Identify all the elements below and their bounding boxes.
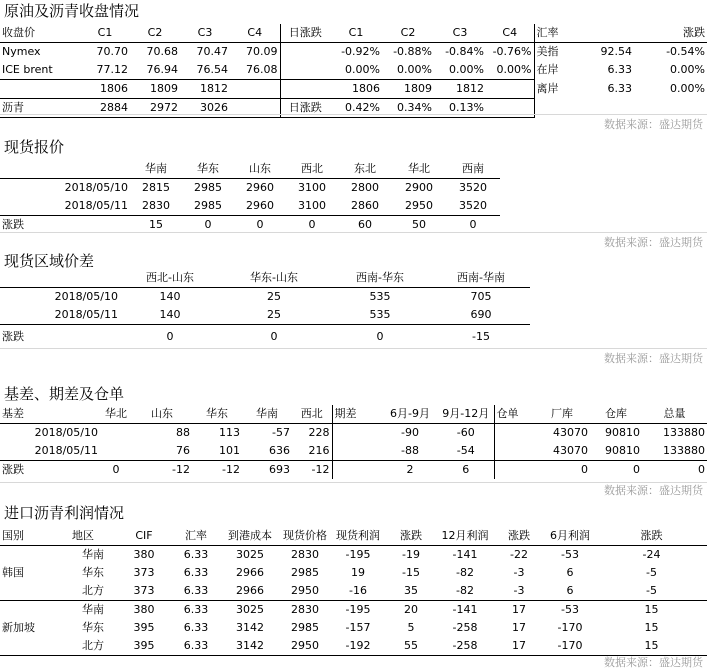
column-header: 华北 xyxy=(392,160,446,179)
table-cell: 76.94 xyxy=(130,61,180,80)
table-cell: 0.34% xyxy=(382,99,434,118)
table-cell: 19 xyxy=(351,566,365,579)
table-cell: 2 xyxy=(406,463,414,476)
column-header: 9月-12月 xyxy=(438,405,494,424)
section-title-region-spread: 现货区域价差 xyxy=(4,252,95,270)
column-header: 华东 xyxy=(192,405,242,424)
table-cell: -88 xyxy=(382,442,438,461)
table-row xyxy=(0,288,530,307)
table-cell: 76.08 xyxy=(230,61,280,80)
table-cell: 美指 xyxy=(534,43,584,62)
table-cell: 373 xyxy=(133,566,155,579)
table-cell: -3 xyxy=(513,566,525,579)
table-cell: 6.33 xyxy=(172,582,220,601)
row-label: 2018/05/10 xyxy=(64,181,128,194)
column-header xyxy=(584,24,634,43)
column-header: 西南-华南 xyxy=(432,269,530,288)
table-cell: 0 xyxy=(112,463,120,476)
row-label: ICE brent xyxy=(0,61,80,80)
column-header xyxy=(0,160,130,179)
table-row xyxy=(0,461,707,480)
table-cell: 1809 xyxy=(382,80,434,99)
table-cell: -192 xyxy=(330,637,386,656)
table-cell: 2950 xyxy=(392,197,446,216)
row-label: 2018/05/10 xyxy=(54,290,118,303)
row-label: 2018/05/11 xyxy=(0,442,100,461)
table-cell: 2830 xyxy=(130,197,182,216)
row-label: 2018/05/11 xyxy=(0,306,120,325)
region-label: 北方 xyxy=(70,582,116,601)
table-cell: 0 xyxy=(633,463,640,476)
section-title-basis-spread-warrant: 基差、期差及仓单 xyxy=(4,385,125,403)
table-cell: 140 xyxy=(159,290,181,303)
table-cell: -0.88% xyxy=(393,45,432,58)
table-cell: 15 xyxy=(149,218,163,231)
table-cell: -0.84% xyxy=(445,45,484,58)
table-cell: 693 xyxy=(269,463,290,476)
table-cell: -3 xyxy=(494,582,544,601)
table-cell xyxy=(332,442,382,461)
table-cell xyxy=(280,80,330,99)
table-cell: 535 xyxy=(328,306,432,325)
table-cell: 3100 xyxy=(298,181,326,194)
table-cell: -12 xyxy=(222,463,240,476)
table-row xyxy=(0,601,707,620)
table-cell: 2950 xyxy=(280,637,330,656)
table-cell: -5 xyxy=(646,566,657,579)
table-cell: 50 xyxy=(412,218,426,231)
table-cell: 2830 xyxy=(291,548,319,561)
import-profit-table xyxy=(0,527,707,656)
column-header: C3 xyxy=(180,24,230,43)
data-source: 数据来源：盛达期货 xyxy=(604,656,703,669)
table-cell: 90810 xyxy=(605,426,640,439)
column-header: 仓库 xyxy=(590,405,642,424)
column-header: 12月利润 xyxy=(436,527,494,546)
column-header: C1 xyxy=(330,24,382,43)
table-cell: -24 xyxy=(642,548,661,561)
table-cell: 90810 xyxy=(590,442,642,461)
column-header: C1 xyxy=(80,24,130,43)
table-cell: 6.33 xyxy=(183,603,209,616)
table-cell: 43070 xyxy=(553,426,588,439)
table-cell: 25 xyxy=(267,290,281,303)
table-cell: 43070 xyxy=(534,442,590,461)
table-row xyxy=(0,61,707,80)
table-cell: 20 xyxy=(404,603,418,616)
section-title-import-profit: 进口沥青利润情况 xyxy=(4,504,125,522)
table-header-row xyxy=(0,269,530,288)
table-cell: 0.00% xyxy=(434,61,486,80)
table-cell: 55 xyxy=(386,637,436,656)
table-cell: 2800 xyxy=(351,181,379,194)
column-header: 总量 xyxy=(642,405,707,424)
table-cell: 3142 xyxy=(220,637,280,656)
table-row xyxy=(0,306,530,325)
table-cell: 0.00% xyxy=(382,61,434,80)
table-cell: 0.00% xyxy=(670,82,705,95)
table-cell: 15 xyxy=(596,637,707,656)
table-cell: 101 xyxy=(192,442,242,461)
column-header: 山东 xyxy=(132,405,192,424)
table-cell: -54 xyxy=(438,442,494,461)
table-cell: 1812 xyxy=(180,80,230,99)
table-cell: 3025 xyxy=(236,603,264,616)
table-cell: 6.33 xyxy=(183,566,209,579)
table-cell: -157 xyxy=(345,621,371,634)
column-header: 汇率 xyxy=(534,24,584,43)
column-header: 华东-山东 xyxy=(220,269,328,288)
row-label: 涨跌 xyxy=(2,463,24,476)
column-header: 涨跌 xyxy=(494,527,544,546)
column-header: 西北 xyxy=(292,405,332,424)
table-cell: 2985 xyxy=(291,566,319,579)
column-header: 华东 xyxy=(182,160,234,179)
table-cell: 0 xyxy=(698,463,705,476)
column-header: 华南 xyxy=(130,160,182,179)
region-label: 华南 xyxy=(82,548,104,561)
table-cell: -60 xyxy=(456,426,475,439)
table-cell: 25 xyxy=(220,306,328,325)
table-cell: 70.47 xyxy=(196,45,228,58)
table-cell: 3100 xyxy=(286,197,338,216)
table-cell: 88 xyxy=(176,426,190,439)
table-cell: 76.54 xyxy=(180,61,230,80)
column-header: 华南 xyxy=(242,405,292,424)
row-label: 沥青 xyxy=(0,99,80,118)
table-cell: 6.33 xyxy=(172,637,220,656)
table-cell: 395 xyxy=(116,637,172,656)
table-cell: 133880 xyxy=(663,426,705,439)
column-header: 仓单 xyxy=(494,405,534,424)
table-cell: 2900 xyxy=(405,181,433,194)
table-cell: 0.00% xyxy=(486,61,534,80)
table-cell: 3142 xyxy=(236,621,264,634)
table-cell: 1812 xyxy=(434,80,486,99)
table-row xyxy=(0,325,530,350)
table-row xyxy=(0,442,707,461)
column-header: 东北 xyxy=(338,160,392,179)
table-cell: -57 xyxy=(272,426,290,439)
region-label: 北方 xyxy=(70,637,116,656)
region-spread-table xyxy=(0,269,530,349)
table-cell: -0.76% xyxy=(492,45,532,58)
table-cell: 6.33 xyxy=(183,548,209,561)
table-cell xyxy=(494,461,534,480)
column-header: C2 xyxy=(382,24,434,43)
table-cell: 2884 xyxy=(80,99,130,118)
column-header: 西南-华东 xyxy=(328,269,432,288)
table-cell: 3520 xyxy=(446,197,500,216)
table-cell: 70.70 xyxy=(96,45,128,58)
table-cell: 636 xyxy=(242,442,292,461)
table-cell: 6.33 xyxy=(183,621,209,634)
region-label: 华东 xyxy=(82,621,104,634)
table-cell: 113 xyxy=(219,426,240,439)
table-cell: -141 xyxy=(452,548,478,561)
table-cell: -90 xyxy=(401,426,419,439)
column-header xyxy=(0,269,120,288)
table-cell: 6 xyxy=(566,566,574,579)
section-title-spot-quote: 现货报价 xyxy=(4,138,65,156)
table-row xyxy=(0,43,707,62)
table-cell: -12 xyxy=(311,463,330,476)
row-label: 2018/05/10 xyxy=(34,426,98,439)
table-cell: 2966 xyxy=(236,566,264,579)
table-cell: -22 xyxy=(510,548,528,561)
table-cell: -53 xyxy=(561,603,579,616)
table-cell: 92.54 xyxy=(600,45,632,58)
table-cell: 2966 xyxy=(220,582,280,601)
column-header: 现货利润 xyxy=(330,527,386,546)
table-cell: 373 xyxy=(116,582,172,601)
table-cell: 140 xyxy=(120,306,220,325)
table-row xyxy=(0,424,707,443)
table-cell: -53 xyxy=(561,548,579,561)
spot-quote-table xyxy=(0,160,500,234)
table-cell xyxy=(486,80,534,99)
row-label: Nymex xyxy=(2,45,41,58)
column-header: 西南 xyxy=(446,160,500,179)
table-cell: 2960 xyxy=(234,197,286,216)
country-label: 新加坡 xyxy=(0,601,70,656)
column-header: 6月利润 xyxy=(544,527,596,546)
table-cell xyxy=(332,424,382,443)
table-cell: 0 xyxy=(376,330,384,343)
table-cell: 228 xyxy=(308,426,330,439)
table-cell: 690 xyxy=(432,306,530,325)
column-header: 西北-山东 xyxy=(120,269,220,288)
table-cell: 3026 xyxy=(180,99,230,118)
table-row xyxy=(0,619,707,637)
column-header: 收盘价 xyxy=(0,24,80,43)
table-cell: 15 xyxy=(644,621,659,634)
data-source: 数据来源：盛达期货 xyxy=(604,118,703,131)
table-cell: 705 xyxy=(470,290,492,303)
table-cell: 60 xyxy=(358,218,372,231)
column-header: 6月-9月 xyxy=(382,405,438,424)
table-cell: 0.00% xyxy=(670,63,705,77)
table-cell: 35 xyxy=(386,582,436,601)
table-cell: -0.54% xyxy=(666,45,705,58)
table-cell: 0 xyxy=(256,218,264,231)
crude-asphalt-close-table xyxy=(0,24,707,118)
table-row xyxy=(0,546,707,565)
table-cell: -170 xyxy=(544,637,596,656)
table-cell: 0 xyxy=(204,218,212,231)
table-cell: 0 xyxy=(270,330,278,343)
table-cell: -0.92% xyxy=(341,45,380,58)
column-header: 汇率 xyxy=(172,527,220,546)
table-cell: -195 xyxy=(345,548,371,561)
table-row xyxy=(0,582,707,601)
column-header: 到港成本 xyxy=(220,527,280,546)
table-cell: -16 xyxy=(330,582,386,601)
table-cell: 1809 xyxy=(130,80,180,99)
table-cell: 2860 xyxy=(338,197,392,216)
table-cell: -258 xyxy=(452,621,478,634)
table-cell xyxy=(494,424,534,443)
table-cell: 17 xyxy=(494,637,544,656)
table-cell xyxy=(100,424,132,443)
table-cell: 0 xyxy=(469,218,477,231)
table-header-row xyxy=(0,24,707,43)
table-row xyxy=(0,637,707,656)
table-row xyxy=(0,179,500,198)
column-header: 涨跌 xyxy=(634,24,707,43)
table-row xyxy=(0,80,707,99)
table-cell: 17 xyxy=(512,621,526,634)
table-cell: 76 xyxy=(132,442,192,461)
table-cell xyxy=(280,43,330,62)
table-cell: 17 xyxy=(512,603,526,616)
table-cell: 0 xyxy=(581,463,588,476)
data-source: 数据来源：盛达期货 xyxy=(604,484,703,497)
table-cell: -82 xyxy=(436,582,494,601)
country-label: 韩国 xyxy=(0,546,70,601)
column-header: 地区 xyxy=(70,527,116,546)
table-header-row xyxy=(0,405,707,424)
table-cell: -15 xyxy=(402,566,420,579)
basis-spread-warrant-table xyxy=(0,405,707,479)
region-label: 华东 xyxy=(82,566,104,579)
table-cell: 2985 xyxy=(182,197,234,216)
table-cell xyxy=(494,442,534,461)
table-cell: 0 xyxy=(308,218,316,231)
table-cell xyxy=(280,61,330,80)
table-cell: 0.13% xyxy=(434,99,486,118)
table-cell: 395 xyxy=(133,621,155,634)
table-cell: -141 xyxy=(452,603,478,616)
table-cell xyxy=(100,442,132,461)
table-cell: -170 xyxy=(557,621,583,634)
column-header: C3 xyxy=(434,24,486,43)
table-cell: 216 xyxy=(292,442,332,461)
table-cell: -82 xyxy=(456,566,474,579)
table-cell: 6 xyxy=(462,463,470,476)
column-header: 涨跌 xyxy=(386,527,436,546)
table-cell: -15 xyxy=(472,330,490,343)
column-header: 厂库 xyxy=(534,405,590,424)
table-cell: -19 xyxy=(402,548,420,561)
table-cell: 在岸 xyxy=(534,61,584,80)
table-row xyxy=(0,564,707,582)
table-cell: -258 xyxy=(436,637,494,656)
table-cell: 70.68 xyxy=(146,45,178,58)
column-header: 华北 xyxy=(100,405,132,424)
table-cell: 77.12 xyxy=(80,61,130,80)
table-cell: 2830 xyxy=(291,603,319,616)
table-cell: 2985 xyxy=(194,181,222,194)
row-label: 涨跌 xyxy=(2,218,24,231)
row-label: 2018/05/11 xyxy=(0,197,130,216)
column-header: 西北 xyxy=(286,160,338,179)
row-label xyxy=(0,80,80,99)
table-cell: 3025 xyxy=(236,548,264,561)
table-cell: 2950 xyxy=(280,582,330,601)
column-header: 日涨跌 xyxy=(280,24,330,43)
table-cell: 5 xyxy=(407,621,415,634)
table-cell: -195 xyxy=(345,603,371,616)
data-source: 数据来源：盛达期货 xyxy=(604,236,703,249)
table-cell: 133880 xyxy=(642,442,707,461)
column-header: C4 xyxy=(486,24,534,43)
column-header: 国别 xyxy=(0,527,70,546)
column-header: 山东 xyxy=(234,160,286,179)
table-cell: 380 xyxy=(133,548,155,561)
table-cell: 6 xyxy=(544,582,596,601)
table-cell: 2985 xyxy=(291,621,319,634)
table-cell: 日涨跌 xyxy=(280,99,330,118)
column-header: 现货价格 xyxy=(280,527,330,546)
table-cell xyxy=(230,80,280,99)
column-header: C2 xyxy=(130,24,180,43)
table-cell: 0.42% xyxy=(330,99,382,118)
column-header: CIF xyxy=(116,527,172,546)
table-cell: 2815 xyxy=(142,181,170,194)
region-label: 华南 xyxy=(82,603,104,616)
table-cell: 1806 xyxy=(330,80,382,99)
table-cell: 15 xyxy=(644,603,659,616)
table-cell: 0 xyxy=(166,330,174,343)
column-header: 基差 xyxy=(0,405,100,424)
table-cell: 2972 xyxy=(130,99,180,118)
column-header: C4 xyxy=(230,24,280,43)
table-cell: -5 xyxy=(596,582,707,601)
table-cell: 3520 xyxy=(459,181,487,194)
table-cell: 2960 xyxy=(246,181,274,194)
table-row xyxy=(0,197,500,216)
section-title-crude-asphalt: 原油及沥青收盘情况 xyxy=(4,2,140,20)
column-header: 期差 xyxy=(332,405,382,424)
table-cell: 535 xyxy=(369,290,391,303)
table-cell: 0.00% xyxy=(330,61,382,80)
table-cell: -12 xyxy=(172,463,190,476)
table-cell: 380 xyxy=(133,603,155,616)
table-header-row xyxy=(0,527,707,546)
data-source: 数据来源：盛达期货 xyxy=(604,352,703,365)
table-header-row xyxy=(0,160,500,179)
table-cell: 离岸 xyxy=(534,80,584,99)
table-cell: 1806 xyxy=(80,80,130,99)
table-cell: 6.33 xyxy=(607,82,632,95)
table-cell xyxy=(332,461,382,480)
row-label: 涨跌 xyxy=(2,330,24,343)
table-cell: 6.33 xyxy=(607,63,632,77)
table-cell: 70.09 xyxy=(246,45,278,58)
column-header: 涨跌 xyxy=(596,527,707,546)
